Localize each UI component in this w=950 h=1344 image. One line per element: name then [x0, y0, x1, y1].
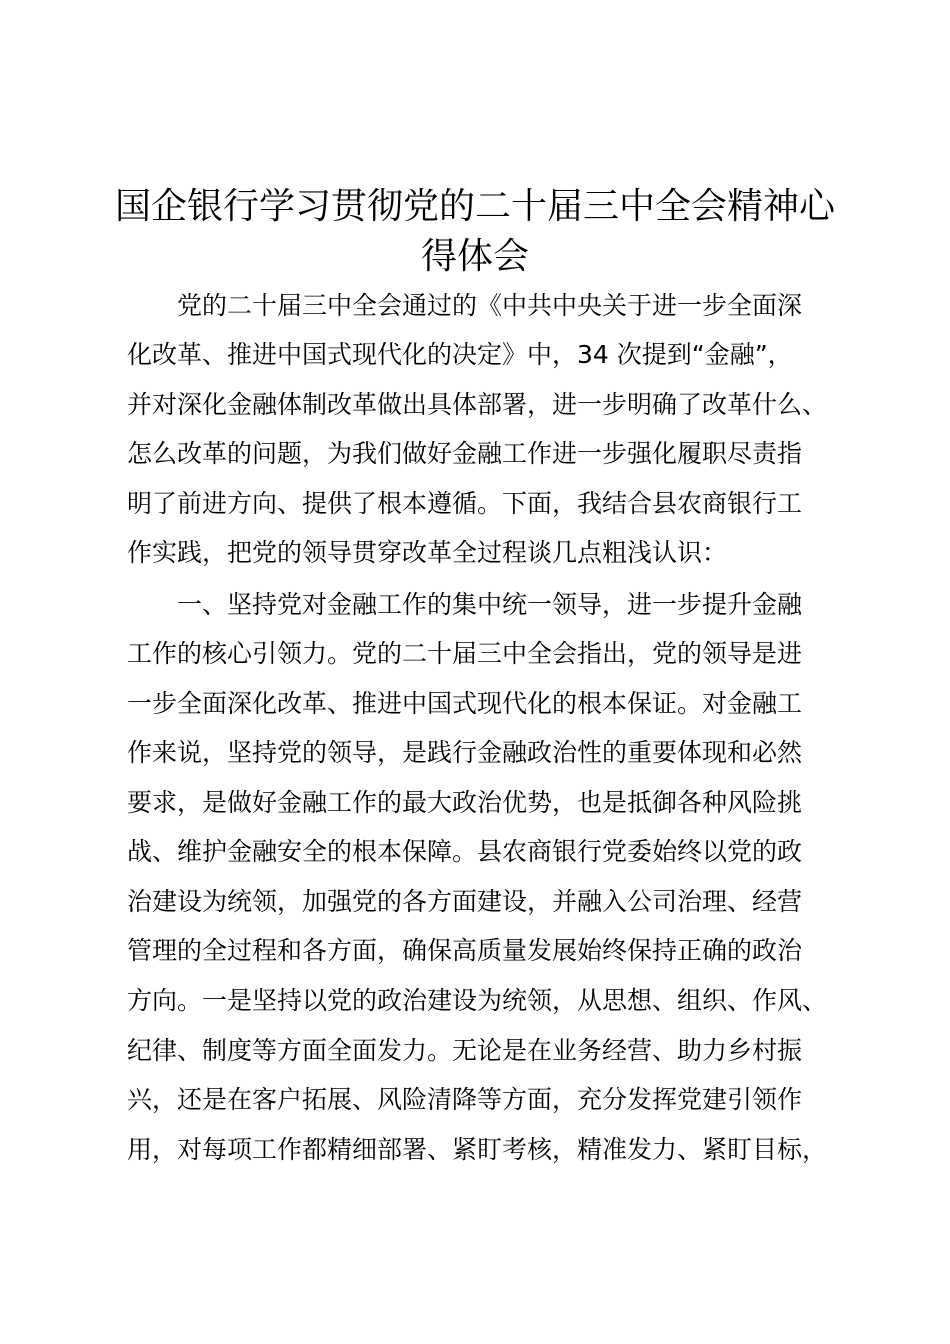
document-title-line-1: 国企银行学习贯彻党的二十届三中全会精神心 — [114, 186, 835, 227]
body-text-line: 工作的核心引领力。党的二十届三中全会指出，党的领导是进 — [127, 639, 803, 668]
body-text-line: 作来说，坚持党的领导，是践行金融政治性的重要体现和必然 — [127, 738, 803, 767]
body-text-line: 治建设为统领，加强党的各方面建设，并融入公司治理、经营 — [127, 887, 803, 916]
body-text-line: 怎么改革的问题，为我们做好金融工作进一步强化履职尽责指 — [127, 439, 803, 468]
body-text-line: 党的二十届三中全会通过的《中共中央关于进一步全面深 — [127, 291, 803, 320]
document-title-line-2: 得体会 — [420, 236, 529, 277]
body-text-line: 用，对每项工作都精细部署、紧盯考核，精准发力、紧盯目标， — [127, 1135, 828, 1164]
body-text-line: 一步全面深化改革、推进中国式现代化的根本保证。对金融工 — [127, 689, 803, 718]
body-text-line: 要求，是做好金融工作的最大政治优势，也是抵御各种风险挑 — [127, 788, 803, 817]
body-text-line: 化改革、推进中国式现代化的决定》中，34 次提到“金融”， — [127, 340, 793, 369]
body-text-line: 作实践，把党的领导贯穿改革全过程谈几点粗浅认识： — [127, 538, 728, 567]
body-text-line: 明了前进方向、提供了根本遵循。下面，我结合县农商银行工 — [127, 489, 803, 518]
body-text-line: 并对深化金融体制改革做出具体部署，进一步明确了改革什么、 — [127, 390, 828, 419]
body-text-line: 管理的全过程和各方面，确保高质量发展始终保持正确的政治 — [127, 936, 803, 965]
body-text-line: 纪律、制度等方面全面发力。无论是在业务经营、助力乡村振 — [127, 1036, 803, 1065]
body-text-line: 兴，还是在客户拓展、风险清降等方面，充分发挥党建引领作 — [127, 1085, 803, 1114]
body-text-line: 一、坚持党对金融工作的集中统一领导，进一步提升金融 — [127, 590, 803, 619]
body-text-line: 方向。一是坚持以党的政治建设为统领，从思想、组织、作风、 — [127, 986, 828, 1015]
body-text-line: 战、维护金融安全的根本保障。县农商银行党委始终以党的政 — [127, 837, 803, 866]
